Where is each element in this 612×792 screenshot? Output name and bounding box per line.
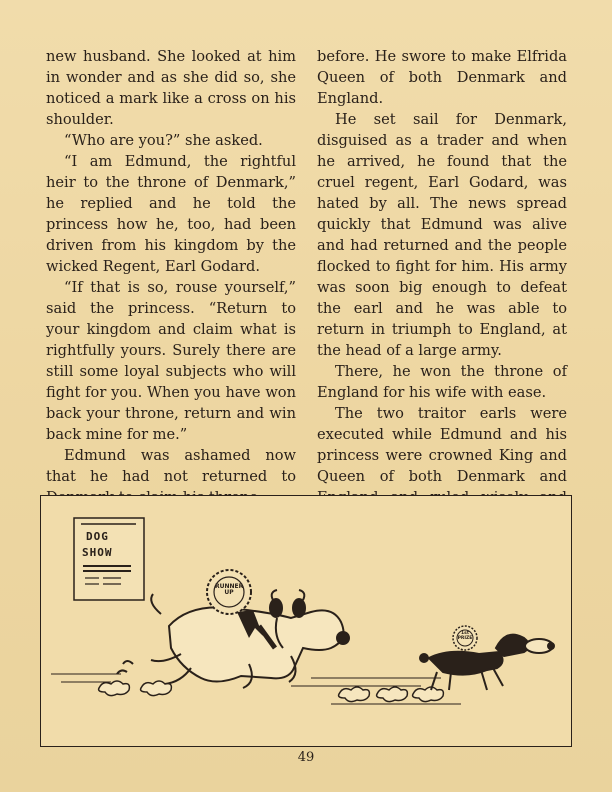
story-paragraph: Edmund was ashamed now that he had not returned to <box>46 447 296 485</box>
story-paragraph: “Who are you?” she asked. <box>64 132 263 149</box>
story-paragraph: He set sail for Denmark, disguised as a trader and when he arrived, he found that the cruel regent, Earl Godard, was hated by all. The news spread quickly that Edmund was alive and had returned and the people flocked to fight for him. His army was soon big enough to defeat the earl and he was able to return in triumph to England, at the head of a large army. <box>317 111 567 359</box>
sign-line-show: SHOW <box>82 546 113 559</box>
story-paragraph: There, he won the throne of England for his wife with ease. <box>317 363 567 401</box>
rosette-small-label: 1st PRIZE <box>457 631 473 641</box>
story-paragraph: new husband. She looked at him in wonder and as she did so, she noticed a mark like a cross on his shoulder. <box>46 48 296 128</box>
left-text-column <box>46 46 296 508</box>
sign-line-dog: DOG <box>86 530 109 543</box>
rosette-big-label: RUNNER UP <box>215 583 244 596</box>
page-number: 49 <box>297 750 315 765</box>
cartoon-illustration <box>40 495 572 747</box>
story-paragraph: before. He swore to make Elfrida Queen of both Denmark and England. <box>317 48 567 107</box>
story-paragraph: “If that is so, rouse yourself,” said the princess. “Return to your kingdom and claim what is rightfully yours. Surely there are still some loyal subjects who will fight for you. When you have won back your throne, return and win back mine for me.” <box>46 279 296 443</box>
dust-clouds <box>99 681 444 702</box>
dog-show-sign <box>74 518 144 600</box>
story-paragraph: The two traitor earls were executed while Edmund and his princess were crowned King and Queen of both Denmark and <box>317 405 567 485</box>
story-paragraph: “I am Edmund, the rightful heir to the throne of Denmark,” he replied and he told the princess how he, too, had been driven from his kingdom by the wicked Regent, Earl Godard. <box>46 153 296 275</box>
cartoon-drawing <box>41 496 573 748</box>
small-dog-running <box>420 635 554 690</box>
right-text-column <box>317 46 567 529</box>
